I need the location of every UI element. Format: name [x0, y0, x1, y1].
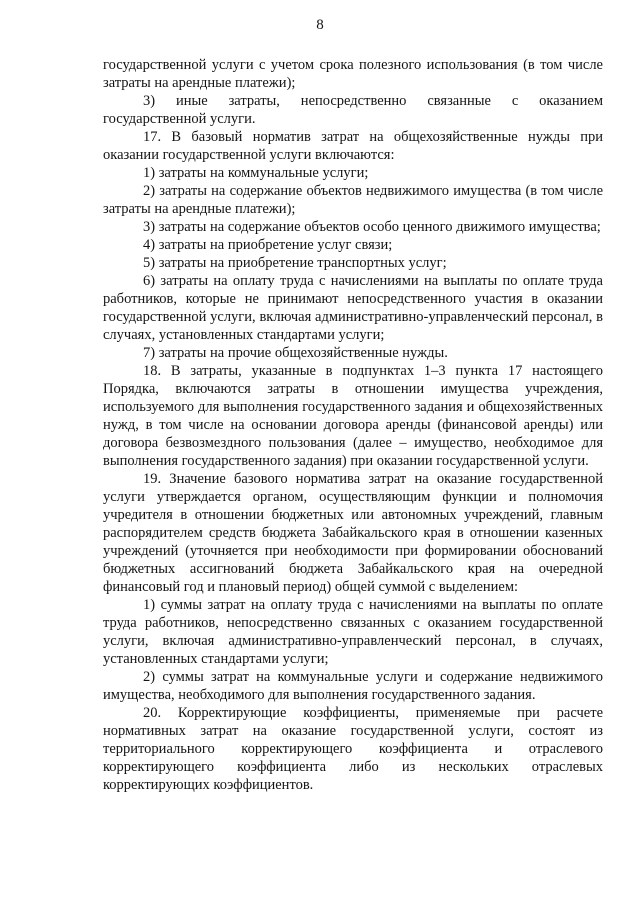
list-item-17-4: 4) затраты на приобретение услуг связи; — [143, 237, 393, 253]
section-19-intro: 19. Значение базового норматива затрат на оказание государственной услуги утверждается органом, осуществляющим функции и полномочия учредителя в отношении бюджетных или автономных учреждений, главным распорядителем средств бюджета Забайкальского края в отношении казенных учреждений (уточняется при необходимости при формировании обоснований бюджетных ассигнований бюджета Забайкальского края на очередной финансовый год и плановый период) общей суммой с выделением: — [103, 471, 603, 595]
list-item-19-1: 1) суммы затрат на оплату труда с начислениями на выплаты по оплате труда работников, непосредственно связанных с оказанием государственной услуги, включая административно-управленческий персонал, в случаях, установленных стандартами услуги; — [103, 597, 603, 667]
list-item-17-3: 3) затраты на содержание объектов особо ценного движимого имущества; — [143, 219, 601, 235]
page-number: 8 — [316, 17, 324, 33]
list-item-19-2: 2) суммы затрат на коммунальные услуги и содержание недвижимого имущества, необходимого для выполнения государственного задания. — [103, 669, 603, 703]
section-18: 18. В затраты, указанные в подпунктах 1–3 пункта 17 настоящего Порядка, включаются затраты в отношении имущества учреждения, используемого для выполнения государственного задания и общехозяйственных нужд, в том числе на основании договора аренды (финансовой аренды) или договора безвозмездного пользования (далее – имущество, необходимое для выполнения государственного задания) при оказании государственной услуги. — [103, 363, 603, 469]
list-item-16-3: 3) иные затраты, непосредственно связанные с оказанием государственной услуги. — [103, 93, 603, 127]
list-item-17-7: 7) затраты на прочие общехозяйственные нужды. — [143, 345, 448, 361]
document-body — [103, 56, 603, 794]
list-item-17-5: 5) затраты на приобретение транспортных услуг; — [143, 255, 447, 271]
section-17-intro: 17. В базовый норматив затрат на общехозяйственные нужды при оказании государственной услуги включаются: — [103, 129, 603, 163]
section-20: 20. Корректирующие коэффициенты, применяемые при расчете нормативных затрат на оказание государственной услуги, состоят из территориального корректирующего коэффициента и отраслевого корректирующего коэффициента либо из нескольких отраслевых корректирующих коэффициентов. — [103, 705, 603, 793]
list-item-17-2: 2) затраты на содержание объектов недвижимого имущества (в том числе затраты на арендные платежи); — [103, 183, 603, 217]
list-item-17-6: 6) затраты на оплату труда с начислениями на выплаты по оплате труда работников, которые не принимают непосредственного участия в оказании государственной услуги, включая административно-управленческий персонал, в случаях, установленных стандартами услуги; — [103, 273, 603, 343]
paragraph-continuation: государственной услуги с учетом срока полезного использования (в том числе затраты на арендные платежи); — [103, 57, 603, 91]
list-item-17-1: 1) затраты на коммунальные услуги; — [143, 165, 369, 181]
